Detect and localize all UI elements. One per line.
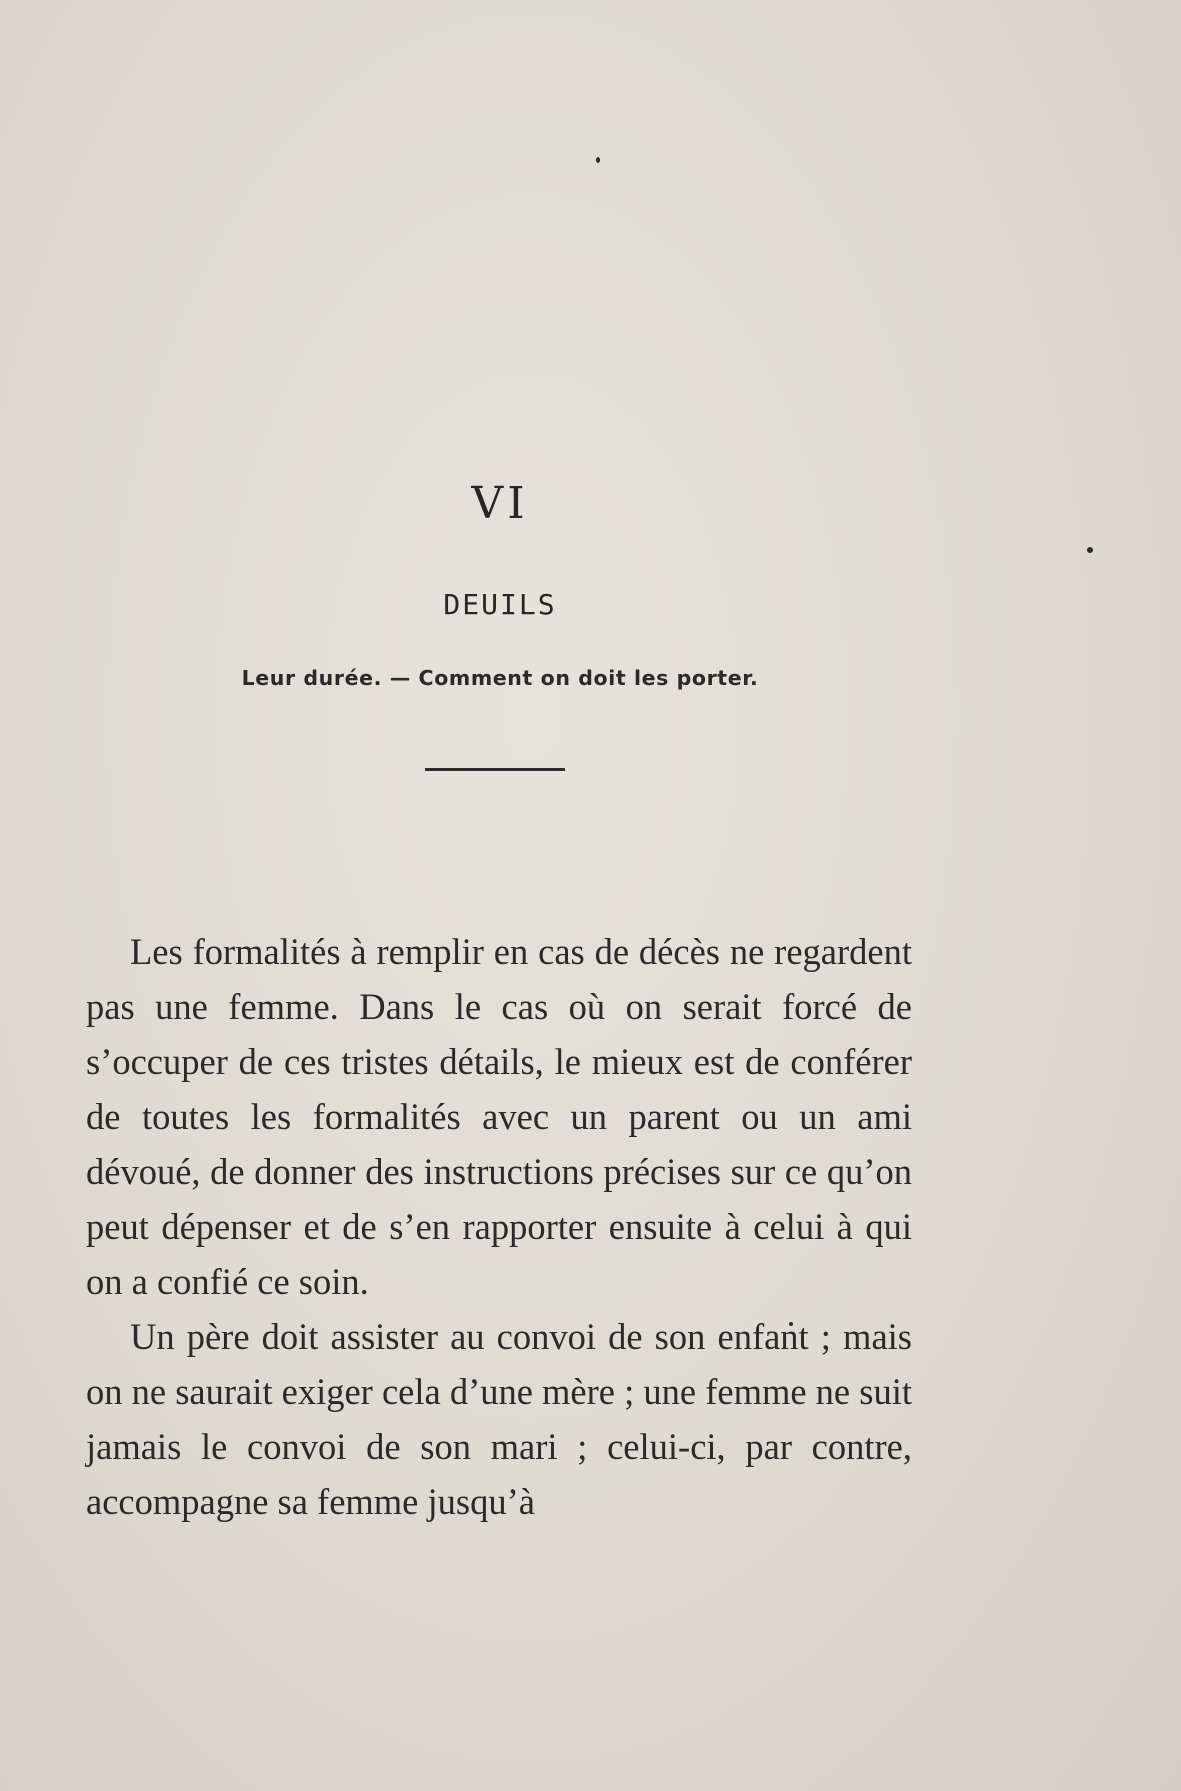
ink-speck bbox=[1087, 547, 1093, 553]
body-text bbox=[86, 924, 912, 1529]
paragraph: Les formalités à remplir en cas de décès ne regardent pas une femme. Dans le cas où on serait forcé de s’occuper de ces tristes détails, le mieux est de conférer de toutes les formalités avec un parent ou un ami dévoué, de donner des instructions précises sur ce qu’on peut dépenser et de s’en rapporter ensuite à celui à qui on a confié ce soin. bbox=[86, 931, 912, 1302]
chapter-number: VI bbox=[471, 478, 529, 529]
chapter-title: DEUILS bbox=[443, 588, 557, 621]
paragraph: Un père doit assister au convoi de son enfant ; mais on ne saurait exiger cela d’une mère ; une femme ne suit jamais le convoi de son mari ; celui-ci, par contre, accompagne sa femme jusqu’à bbox=[86, 1316, 912, 1522]
chapter-subtitle: Leur durée. — Comment on doit les porter. bbox=[241, 666, 759, 690]
section-divider bbox=[425, 768, 565, 771]
ink-speck bbox=[596, 157, 600, 163]
